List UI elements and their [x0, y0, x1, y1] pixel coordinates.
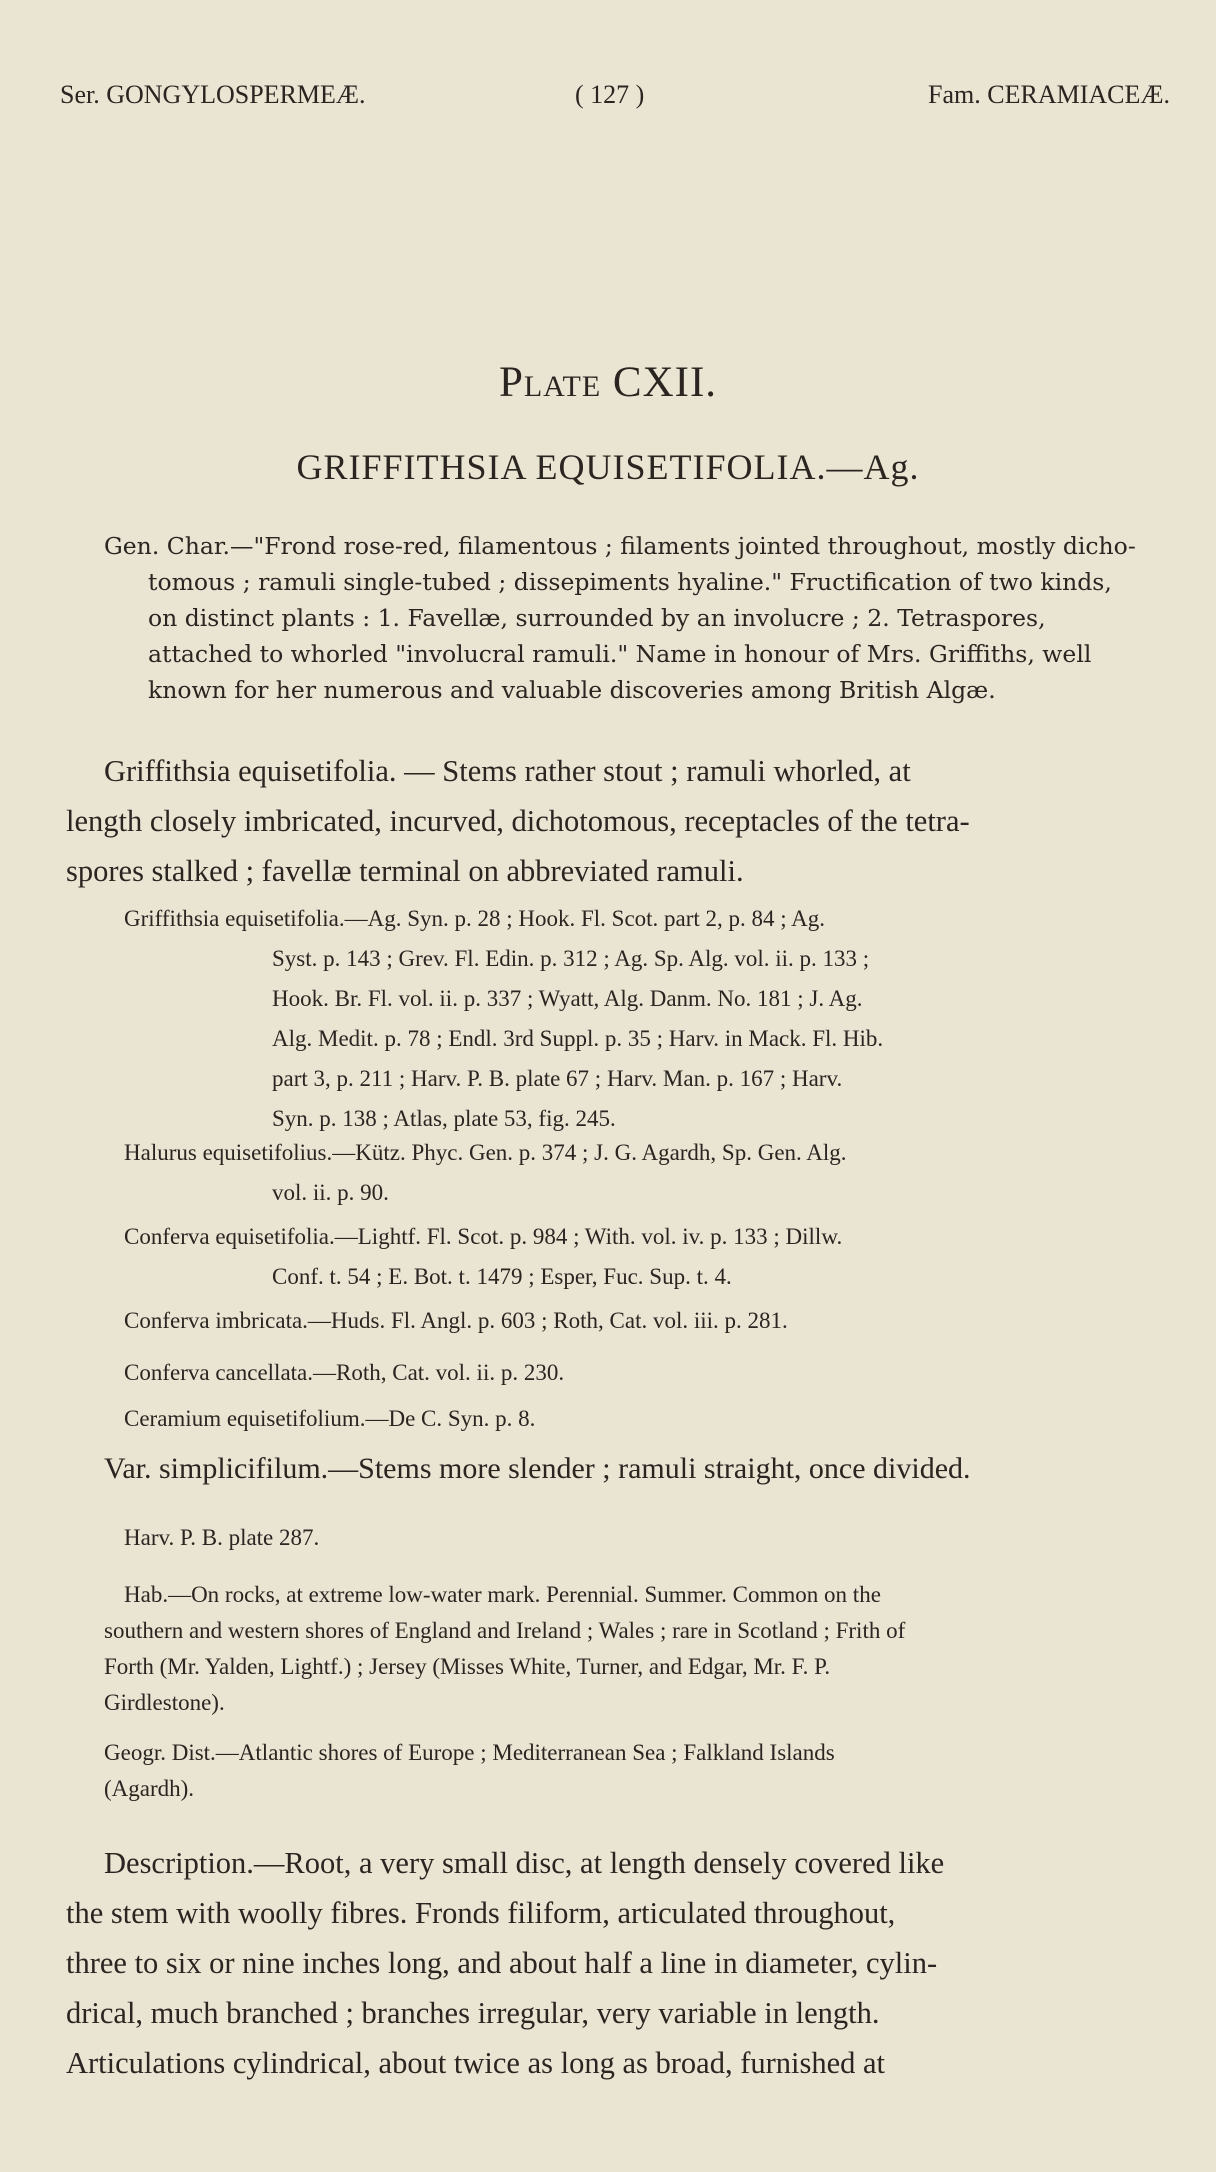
synonym-line: Syn. p. 138 ; Atlas, plate 53, fig. 245. — [272, 1106, 616, 1131]
diagnosis-line: spores stalked ; favellæ terminal on abbreviated ramuli. — [66, 854, 744, 888]
synonym-line: vol. ii. p. 90. — [272, 1180, 389, 1205]
distribution-line: Geogr. Dist.—Atlantic shores of Europe ; Mediterranean Sea ; Falkland Islands — [104, 1740, 835, 1765]
variety-reference: Harv. P. B. plate 287. — [124, 1525, 320, 1550]
synonym-line: Conf. t. 54 ; E. Bot. t. 1479 ; Esper, Fuc. Sup. t. 4. — [272, 1264, 732, 1289]
gen-char-line: Gen. Char.—"Frond rose-red, filamentous ; filaments jointed throughout, mostly dicho- — [104, 532, 1136, 560]
description-line: three to six or nine inches long, and about half a line in diameter, cylin- — [66, 1946, 938, 1980]
distribution-line: (Agardh). — [104, 1776, 195, 1801]
habitat-line: Hab.—On rocks, at extreme low-water mark. Perennial. Summer. Common on the — [124, 1582, 881, 1607]
variety-diagnosis: Var. simplicifilum.—Stems more slender ; ramuli straight, once divided. — [104, 1452, 971, 1485]
habitat-line: Girdlestone). — [104, 1690, 225, 1715]
plate-title: Plate CXII. — [498, 359, 718, 406]
header-family: Fam. CERAMIACEÆ. — [928, 80, 1170, 109]
synonym-line: Conferva imbricata.—Huds. Fl. Angl. p. 603 ; Roth, Cat. vol. iii. p. 281. — [124, 1308, 788, 1333]
synonym-line: Syst. p. 143 ; Grev. Fl. Edin. p. 312 ; Ag. Sp. Alg. vol. ii. p. 133 ; — [272, 946, 870, 971]
gen-char-line: known for her numerous and valuable discoveries among British Algæ. — [148, 676, 996, 704]
description-line: the stem with woolly fibres. Fronds filiform, articulated throughout, — [66, 1896, 896, 1930]
page-number: ( 127 ) — [575, 80, 645, 109]
synonym-line: Hook. Br. Fl. vol. ii. p. 337 ; Wyatt, Alg. Danm. No. 181 ; J. Ag. — [272, 986, 863, 1011]
synonym-line: Alg. Medit. p. 78 ; Endl. 3rd Suppl. p. 35 ; Harv. in Mack. Fl. Hib. — [272, 1026, 884, 1051]
habitat-line: Forth (Mr. Yalden, Lightf.) ; Jersey (Misses White, Turner, and Edgar, Mr. F. P. — [104, 1654, 831, 1679]
synonym-line: Ceramium equisetifolium.—De C. Syn. p. 8. — [124, 1406, 536, 1431]
synonym-line: Halurus equisetifolius.—Kütz. Phyc. Gen. p. 374 ; J. G. Agardh, Sp. Gen. Alg. — [124, 1140, 847, 1165]
synonym-line: Conferva cancellata.—Roth, Cat. vol. ii. p. 230. — [124, 1360, 565, 1385]
gen-char-line: tomous ; ramuli single-tubed ; dissepiments hyaline." Fructification of two kinds, — [148, 568, 1112, 596]
gen-char-line: on distinct plants : 1. Favellæ, surrounded by an involucre ; 2. Tetraspores, — [148, 604, 1046, 632]
synonym-line: part 3, p. 211 ; Harv. P. B. plate 67 ; Harv. Man. p. 167 ; Harv. — [272, 1066, 843, 1091]
description-line: Articulations cylindrical, about twice as long as broad, furnished at — [66, 2046, 886, 2080]
habitat-line: southern and western shores of England and Ireland ; Wales ; rare in Scotland ; Frith of — [104, 1618, 906, 1643]
species-title: GRIFFITHSIA EQUISETIFOLIA.—Ag. — [296, 447, 920, 487]
header-series: Ser. GONGYLOSPERMEÆ. — [60, 80, 366, 109]
diagnosis-line: length closely imbricated, incurved, dichotomous, receptacles of the tetra- — [66, 804, 970, 838]
description-line: Description.—Root, a very small disc, at length densely covered like — [104, 1846, 945, 1880]
gen-char-line: attached to whorled "involucral ramuli." Name in honour of Mrs. Griffiths, well — [148, 640, 1092, 668]
synonym-line: Griffithsia equisetifolia.—Ag. Syn. p. 28 ; Hook. Fl. Scot. part 2, p. 84 ; Ag. — [124, 906, 826, 931]
synonym-line: Conferva equisetifolia.—Lightf. Fl. Scot. p. 984 ; With. vol. iv. p. 133 ; Dillw. — [124, 1224, 843, 1249]
description-line: drical, much branched ; branches irregular, very variable in length. — [66, 1996, 880, 2030]
running-header — [60, 80, 1170, 120]
diagnosis-line: Griffithsia equisetifolia. — Stems rather stout ; ramuli whorled, at — [104, 754, 911, 788]
